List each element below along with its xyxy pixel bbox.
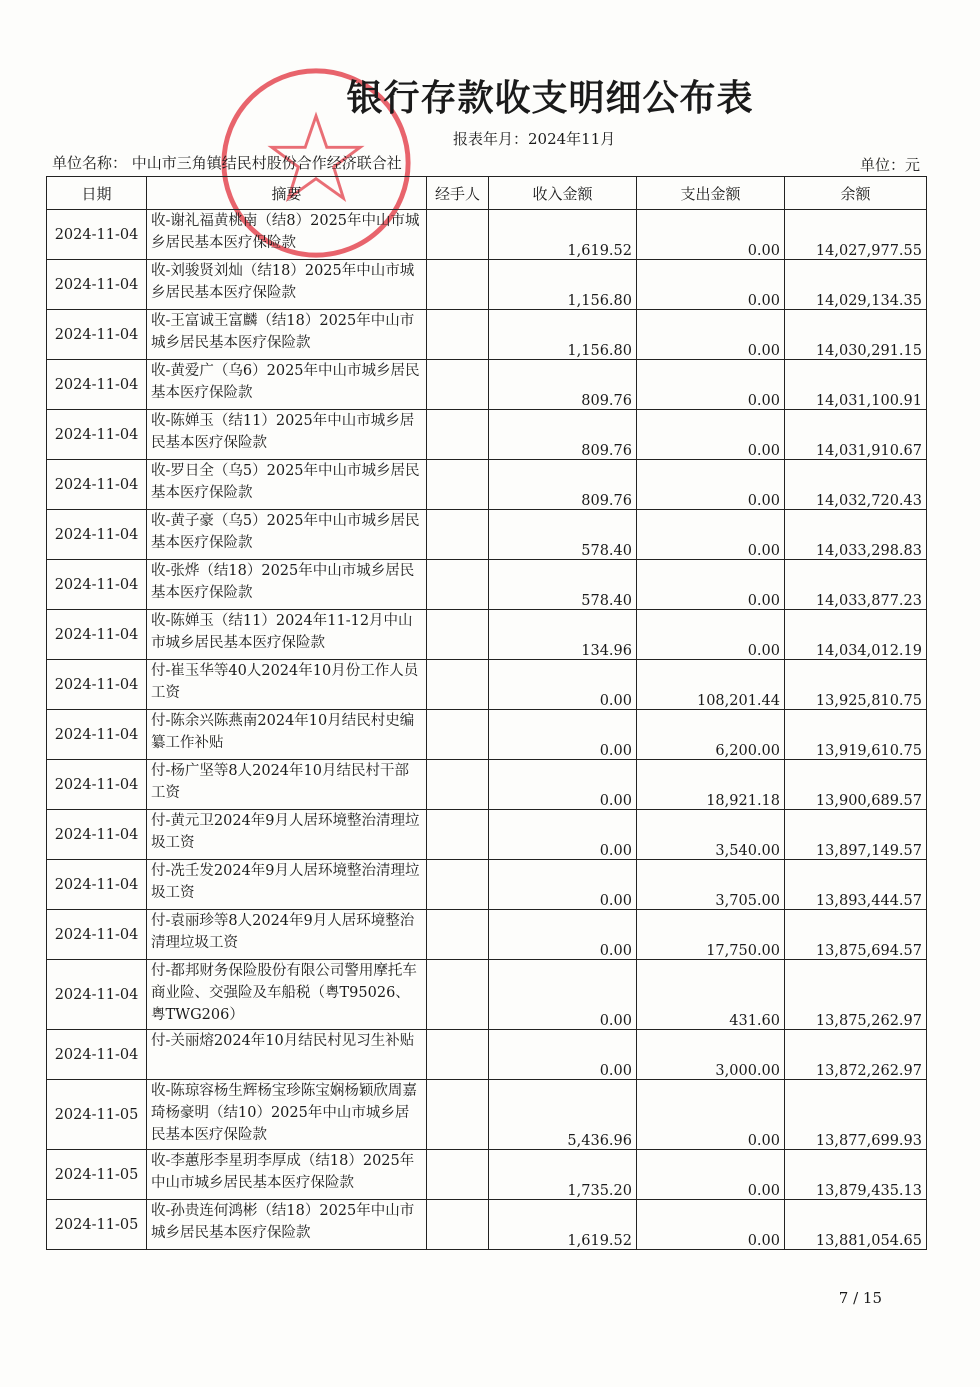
table-row bbox=[47, 210, 927, 260]
row-expense: 0.00 bbox=[637, 610, 785, 660]
row-expense: 6,200.00 bbox=[637, 710, 785, 760]
row-expense: 3,540.00 bbox=[637, 810, 785, 860]
row-memo: 收-黄爱广（乌6）2025年中山市城乡居民基本医疗保险款 bbox=[147, 360, 427, 410]
row-memo: 收-谢礼福黄桃南（结8）2025年中山市城乡居民基本医疗保险款 bbox=[147, 210, 427, 260]
row-memo: 付-冼壬发2024年9月人居环境整治清理垃圾工资 bbox=[147, 860, 427, 910]
page-number: 7 / 15 bbox=[838, 1289, 882, 1307]
col-handler: 经手人 bbox=[427, 177, 489, 210]
row-handler bbox=[427, 460, 489, 510]
row-date: 2024-11-04 bbox=[47, 560, 147, 610]
row-income: 134.96 bbox=[489, 610, 637, 660]
row-income: 809.76 bbox=[489, 460, 637, 510]
row-memo: 收-孙贵连何鸿彬（结18）2025年中山市城乡居民基本医疗保险款 bbox=[147, 1200, 427, 1250]
row-balance: 14,030,291.15 bbox=[785, 310, 927, 360]
row-balance: 14,027,977.55 bbox=[785, 210, 927, 260]
table-row bbox=[47, 1200, 927, 1250]
row-handler bbox=[427, 760, 489, 810]
row-date: 2024-11-05 bbox=[47, 1150, 147, 1200]
row-income: 0.00 bbox=[489, 860, 637, 910]
row-handler bbox=[427, 560, 489, 610]
row-expense: 17,750.00 bbox=[637, 910, 785, 960]
row-income: 809.76 bbox=[489, 360, 637, 410]
row-handler bbox=[427, 510, 489, 560]
row-date: 2024-11-04 bbox=[47, 210, 147, 260]
row-income: 0.00 bbox=[489, 960, 637, 1030]
row-date: 2024-11-04 bbox=[47, 310, 147, 360]
table-row bbox=[47, 260, 927, 310]
row-balance: 13,897,149.57 bbox=[785, 810, 927, 860]
row-date: 2024-11-04 bbox=[47, 910, 147, 960]
row-memo: 收-王富诚王富麟（结18）2025年中山市城乡居民基本医疗保险款 bbox=[147, 310, 427, 360]
row-handler bbox=[427, 710, 489, 760]
row-memo: 收-陈婵玉（结11）2025年中山市城乡居民基本医疗保险款 bbox=[147, 410, 427, 460]
row-memo: 付-关丽熔2024年10月结民村见习生补贴 bbox=[147, 1030, 427, 1080]
row-memo: 收-陈婵玉（结11）2024年11-12月中山市城乡居民基本医疗保险款 bbox=[147, 610, 427, 660]
row-balance: 13,875,694.57 bbox=[785, 910, 927, 960]
col-income: 收入金额 bbox=[489, 177, 637, 210]
row-memo: 付-黄元卫2024年9月人居环境整治清理垃圾工资 bbox=[147, 810, 427, 860]
table-row bbox=[47, 560, 927, 610]
row-date: 2024-11-04 bbox=[47, 610, 147, 660]
row-income: 0.00 bbox=[489, 760, 637, 810]
row-income: 809.76 bbox=[489, 410, 637, 460]
row-balance: 13,875,262.97 bbox=[785, 960, 927, 1030]
row-income: 578.40 bbox=[489, 560, 637, 610]
row-date: 2024-11-04 bbox=[47, 710, 147, 760]
row-handler bbox=[427, 860, 489, 910]
table-row bbox=[47, 960, 927, 1030]
table-row bbox=[47, 1080, 927, 1150]
row-expense: 3,000.00 bbox=[637, 1030, 785, 1080]
row-date: 2024-11-04 bbox=[47, 760, 147, 810]
row-balance: 13,881,054.65 bbox=[785, 1200, 927, 1250]
row-expense: 0.00 bbox=[637, 1150, 785, 1200]
row-handler bbox=[427, 1030, 489, 1080]
table-row bbox=[47, 460, 927, 510]
table-row bbox=[47, 360, 927, 410]
page-title: 银行存款收支明细公布表 bbox=[346, 78, 754, 119]
row-expense: 0.00 bbox=[637, 1080, 785, 1150]
row-handler bbox=[427, 910, 489, 960]
row-income: 0.00 bbox=[489, 810, 637, 860]
table-row bbox=[47, 610, 927, 660]
row-handler bbox=[427, 310, 489, 360]
col-expense: 支出金额 bbox=[637, 177, 785, 210]
table-row bbox=[47, 710, 927, 760]
row-expense: 0.00 bbox=[637, 1200, 785, 1250]
row-balance: 14,031,910.67 bbox=[785, 410, 927, 460]
row-date: 2024-11-04 bbox=[47, 660, 147, 710]
row-expense: 108,201.44 bbox=[637, 660, 785, 710]
table-row bbox=[47, 860, 927, 910]
col-balance: 余额 bbox=[785, 177, 927, 210]
row-income: 0.00 bbox=[489, 660, 637, 710]
row-memo: 付-崔玉华等40人2024年10月份工作人员工资 bbox=[147, 660, 427, 710]
row-balance: 13,872,262.97 bbox=[785, 1030, 927, 1080]
row-date: 2024-11-04 bbox=[47, 510, 147, 560]
table-row bbox=[47, 760, 927, 810]
row-date: 2024-11-04 bbox=[47, 360, 147, 410]
row-expense: 0.00 bbox=[637, 510, 785, 560]
row-balance: 13,919,610.75 bbox=[785, 710, 927, 760]
row-income: 0.00 bbox=[489, 910, 637, 960]
row-memo: 收-罗日全（乌5）2025年中山市城乡居民基本医疗保险款 bbox=[147, 460, 427, 510]
table-row bbox=[47, 1030, 927, 1080]
row-expense: 0.00 bbox=[637, 560, 785, 610]
row-expense: 0.00 bbox=[637, 260, 785, 310]
row-handler bbox=[427, 210, 489, 260]
report-period: 报表年月：2024年11月 bbox=[453, 130, 616, 148]
row-income: 578.40 bbox=[489, 510, 637, 560]
row-memo: 付-杨广坚等8人2024年10月结民村干部工资 bbox=[147, 760, 427, 810]
row-handler bbox=[427, 360, 489, 410]
row-handler bbox=[427, 660, 489, 710]
row-balance: 14,031,100.91 bbox=[785, 360, 927, 410]
col-memo: 摘要 bbox=[147, 177, 427, 210]
row-balance: 13,879,435.13 bbox=[785, 1150, 927, 1200]
row-handler bbox=[427, 410, 489, 460]
row-balance: 13,900,689.57 bbox=[785, 760, 927, 810]
row-handler bbox=[427, 610, 489, 660]
row-expense: 0.00 bbox=[637, 310, 785, 360]
row-expense: 0.00 bbox=[637, 360, 785, 410]
row-memo: 收-刘骏贤刘灿（结18）2025年中山市城乡居民基本医疗保险款 bbox=[147, 260, 427, 310]
table-row bbox=[47, 910, 927, 960]
row-balance: 13,893,444.57 bbox=[785, 860, 927, 910]
row-balance: 14,034,012.19 bbox=[785, 610, 927, 660]
ledger-table bbox=[46, 176, 927, 1250]
unit-name: 单位名称： 中山市三角镇结民村股份合作经济联合社 bbox=[52, 154, 402, 172]
row-income: 1,735.20 bbox=[489, 1150, 637, 1200]
table-row bbox=[47, 410, 927, 460]
row-expense: 0.00 bbox=[637, 460, 785, 510]
row-income: 1,156.80 bbox=[489, 260, 637, 310]
header-row bbox=[47, 177, 927, 210]
row-date: 2024-11-04 bbox=[47, 1030, 147, 1080]
table-row bbox=[47, 510, 927, 560]
row-expense: 18,921.18 bbox=[637, 760, 785, 810]
row-memo: 付-陈余兴陈燕南2024年10月结民村史编纂工作补贴 bbox=[147, 710, 427, 760]
row-income: 5,436.96 bbox=[489, 1080, 637, 1150]
row-income: 0.00 bbox=[489, 710, 637, 760]
table-row bbox=[47, 810, 927, 860]
row-expense: 0.00 bbox=[637, 410, 785, 460]
table-row bbox=[47, 1150, 927, 1200]
row-expense: 3,705.00 bbox=[637, 860, 785, 910]
row-memo: 付-袁丽珍等8人2024年9月人居环境整治清理垃圾工资 bbox=[147, 910, 427, 960]
row-date: 2024-11-05 bbox=[47, 1080, 147, 1150]
table-row bbox=[47, 660, 927, 710]
row-date: 2024-11-04 bbox=[47, 260, 147, 310]
row-date: 2024-11-04 bbox=[47, 410, 147, 460]
row-handler bbox=[427, 1080, 489, 1150]
col-date: 日期 bbox=[47, 177, 147, 210]
row-handler bbox=[427, 1150, 489, 1200]
row-date: 2024-11-05 bbox=[47, 1200, 147, 1250]
row-handler bbox=[427, 260, 489, 310]
currency-unit: 单位：元 bbox=[859, 156, 920, 174]
row-income: 1,619.52 bbox=[489, 1200, 637, 1250]
row-date: 2024-11-04 bbox=[47, 860, 147, 910]
row-balance: 14,032,720.43 bbox=[785, 460, 927, 510]
row-balance: 13,877,699.93 bbox=[785, 1080, 927, 1150]
row-memo: 收-李蕙彤李星玥李厚成（结18）2025年中山市城乡居民基本医疗保险款 bbox=[147, 1150, 427, 1200]
row-balance: 14,033,877.23 bbox=[785, 560, 927, 610]
row-balance: 14,033,298.83 bbox=[785, 510, 927, 560]
row-memo: 收-黄子豪（乌5）2025年中山市城乡居民基本医疗保险款 bbox=[147, 510, 427, 560]
row-income: 1,156.80 bbox=[489, 310, 637, 360]
row-memo: 付-都邦财务保险股份有限公司警用摩托车商业险、交强险及车船税（粤T95026、粤TWG206） bbox=[147, 960, 427, 1030]
row-expense: 431.60 bbox=[637, 960, 785, 1030]
row-income: 0.00 bbox=[489, 1030, 637, 1080]
row-date: 2024-11-04 bbox=[47, 460, 147, 510]
row-date: 2024-11-04 bbox=[47, 960, 147, 1030]
row-memo: 收-张烨（结18）2025年中山市城乡居民基本医疗保险款 bbox=[147, 560, 427, 610]
row-expense: 0.00 bbox=[637, 210, 785, 260]
row-handler bbox=[427, 1200, 489, 1250]
row-balance: 14,029,134.35 bbox=[785, 260, 927, 310]
row-date: 2024-11-04 bbox=[47, 810, 147, 860]
row-memo: 收-陈琼容杨生辉杨宝珍陈宝娴杨颖欣周嘉琦杨豪明（结10）2025年中山市城乡居民基本医疗保险款 bbox=[147, 1080, 427, 1150]
row-balance: 13,925,810.75 bbox=[785, 660, 927, 710]
row-income: 1,619.52 bbox=[489, 210, 637, 260]
row-handler bbox=[427, 810, 489, 860]
row-handler bbox=[427, 960, 489, 1030]
table-row bbox=[47, 310, 927, 360]
